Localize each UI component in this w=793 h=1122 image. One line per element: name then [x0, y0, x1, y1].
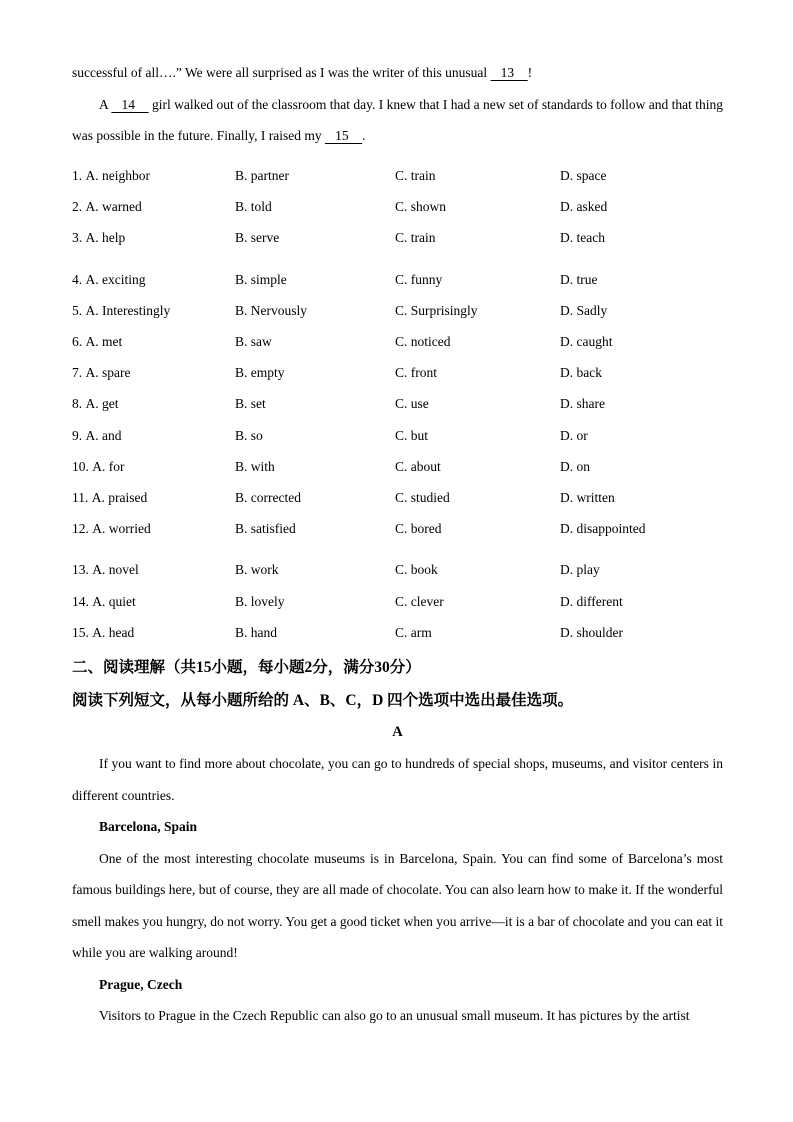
option-3-b: B. serve	[235, 230, 280, 246]
cloze-blank-14: 14	[111, 96, 149, 112]
option-row-6	[72, 326, 723, 357]
option-8-c: C. use	[395, 396, 429, 412]
option-2-c: C. shown	[395, 199, 447, 215]
option-12-b: B. satisfied	[235, 521, 296, 537]
option-row-13	[72, 555, 723, 586]
passage-city-heading: Barcelona, Spain	[99, 819, 198, 835]
option-1-a: 1. A. neighbor	[72, 168, 150, 184]
option-15-d: D. shoulder	[560, 624, 623, 640]
cloze-paragraph-final: A 14 girl walked out of the classroom that day. I knew that I had a new set of standards to follow and that thing was possible in the future. Finally, I raised my 15 .	[72, 96, 723, 143]
option-13-b: B. work	[235, 562, 279, 578]
option-4-d: D. true	[560, 271, 598, 287]
option-row-1	[72, 161, 723, 192]
option-15-a: 15. A. head	[72, 624, 135, 640]
option-5-c: C. Surprisingly	[395, 302, 478, 318]
cloze-blank-13: 13	[490, 65, 528, 80]
option-8-a: 8. A. get	[72, 396, 119, 412]
option-3-a: 3. A. help	[72, 230, 126, 246]
option-row-8	[72, 389, 723, 420]
option-4-b: B. simple	[235, 271, 287, 287]
section-two-heading: 二、阅读理解（共15小题，每小题2分，满分30分）	[72, 659, 421, 677]
option-10-a: 10. A. for	[72, 458, 125, 474]
option-8-b: B. set	[235, 396, 266, 412]
option-2-a: 2. A. warned	[72, 199, 142, 215]
option-6-d: D. caught	[560, 334, 613, 350]
option-6-c: C. noticed	[395, 334, 451, 350]
option-11-c: C. studied	[395, 489, 450, 505]
option-11-b: B. corrected	[235, 489, 301, 505]
option-1-b: B. partner	[235, 168, 289, 184]
option-12-d: D. disappointed	[560, 521, 646, 537]
option-15-c: C. arm	[395, 624, 432, 640]
option-8-d: D. share	[560, 396, 605, 412]
option-row-4	[72, 264, 723, 295]
option-2-b: B. told	[235, 199, 272, 215]
option-4-a: 4. A. exciting	[72, 271, 146, 287]
option-row-10	[72, 451, 723, 482]
option-7-c: C. front	[395, 365, 437, 381]
option-row-5	[72, 295, 723, 326]
option-3-d: D. teach	[560, 230, 605, 246]
option-7-d: D. back	[560, 365, 602, 381]
option-11-d: D. written	[560, 489, 615, 505]
cloze-options-table	[72, 161, 723, 649]
option-15-b: B. hand	[235, 624, 277, 640]
option-2-d: D. asked	[560, 199, 608, 215]
option-1-d: D. space	[560, 168, 607, 184]
option-row-2	[72, 192, 723, 223]
option-13-c: C. book	[395, 562, 438, 578]
cloze-blank-15: 15	[324, 128, 363, 143]
option-1-c: C. train	[395, 168, 436, 184]
passage-paragraph: One of the most interesting chocolate museums is in Barcelona, Spain. You can find some of Barcelona’s most famous buildings here, but of course, they are all made of chocolate. You can also learn how to make it. If the wonderful smell makes you hungry, do not worry. You get a good ticket when you arrive—it is a bar of chocolate and you can eat it while you are walking around!	[72, 850, 723, 961]
option-6-a: 6. A. met	[72, 334, 123, 350]
option-10-d: D. on	[560, 458, 590, 474]
passage-a-label: A	[392, 724, 403, 741]
option-14-b: B. lovely	[235, 593, 285, 609]
option-row-14	[72, 586, 723, 617]
option-9-b: B. so	[235, 427, 263, 443]
option-row-7	[72, 358, 723, 389]
option-3-c: C. train	[395, 230, 436, 246]
option-10-c: C. about	[395, 458, 441, 474]
option-14-a: 14. A. quiet	[72, 593, 136, 609]
option-14-c: C. clever	[395, 593, 444, 609]
passage-city-heading: Prague, Czech	[99, 976, 183, 992]
option-row-12	[72, 514, 723, 545]
option-13-a: 13. A. novel	[72, 562, 139, 578]
option-row-11	[72, 482, 723, 513]
option-14-d: D. different	[560, 593, 623, 609]
section-two-instructions: 阅读下列短文，从每小题所给的 A、B、C，D 四个选项中选出最佳选项。	[72, 692, 574, 710]
option-5-b: B. Nervously	[235, 302, 307, 318]
option-row-9	[72, 420, 723, 451]
passage-paragraph: Visitors to Prague in the Czech Republic can also go to an unusual small museum. It has pictures by the artist	[99, 1008, 690, 1024]
cloze-paragraph-end: successful of all….” We were all surprised as I was the writer of this unusual 13 !	[72, 65, 533, 80]
option-9-d: D. or	[560, 427, 588, 443]
option-12-c: C. bored	[395, 521, 442, 537]
option-10-b: B. with	[235, 458, 275, 474]
option-12-a: 12. A. worried	[72, 521, 151, 537]
option-5-a: 5. A. Interestingly	[72, 302, 171, 318]
passage-paragraph: If you want to find more about chocolate, you can go to hundreds of special shops, museums, and visitor centers in different countries.	[72, 756, 723, 803]
option-row-15	[72, 617, 723, 648]
option-6-b: B. saw	[235, 334, 272, 350]
option-7-a: 7. A. spare	[72, 365, 131, 381]
option-9-c: C. but	[395, 427, 429, 443]
option-7-b: B. empty	[235, 365, 285, 381]
option-11-a: 11. A. praised	[72, 489, 148, 505]
option-5-d: D. Sadly	[560, 302, 608, 318]
option-13-d: D. play	[560, 562, 600, 578]
option-4-c: C. funny	[395, 271, 443, 287]
option-9-a: 9. A. and	[72, 427, 122, 443]
reading-passage-a	[72, 748, 723, 1032]
option-row-3	[72, 223, 723, 254]
